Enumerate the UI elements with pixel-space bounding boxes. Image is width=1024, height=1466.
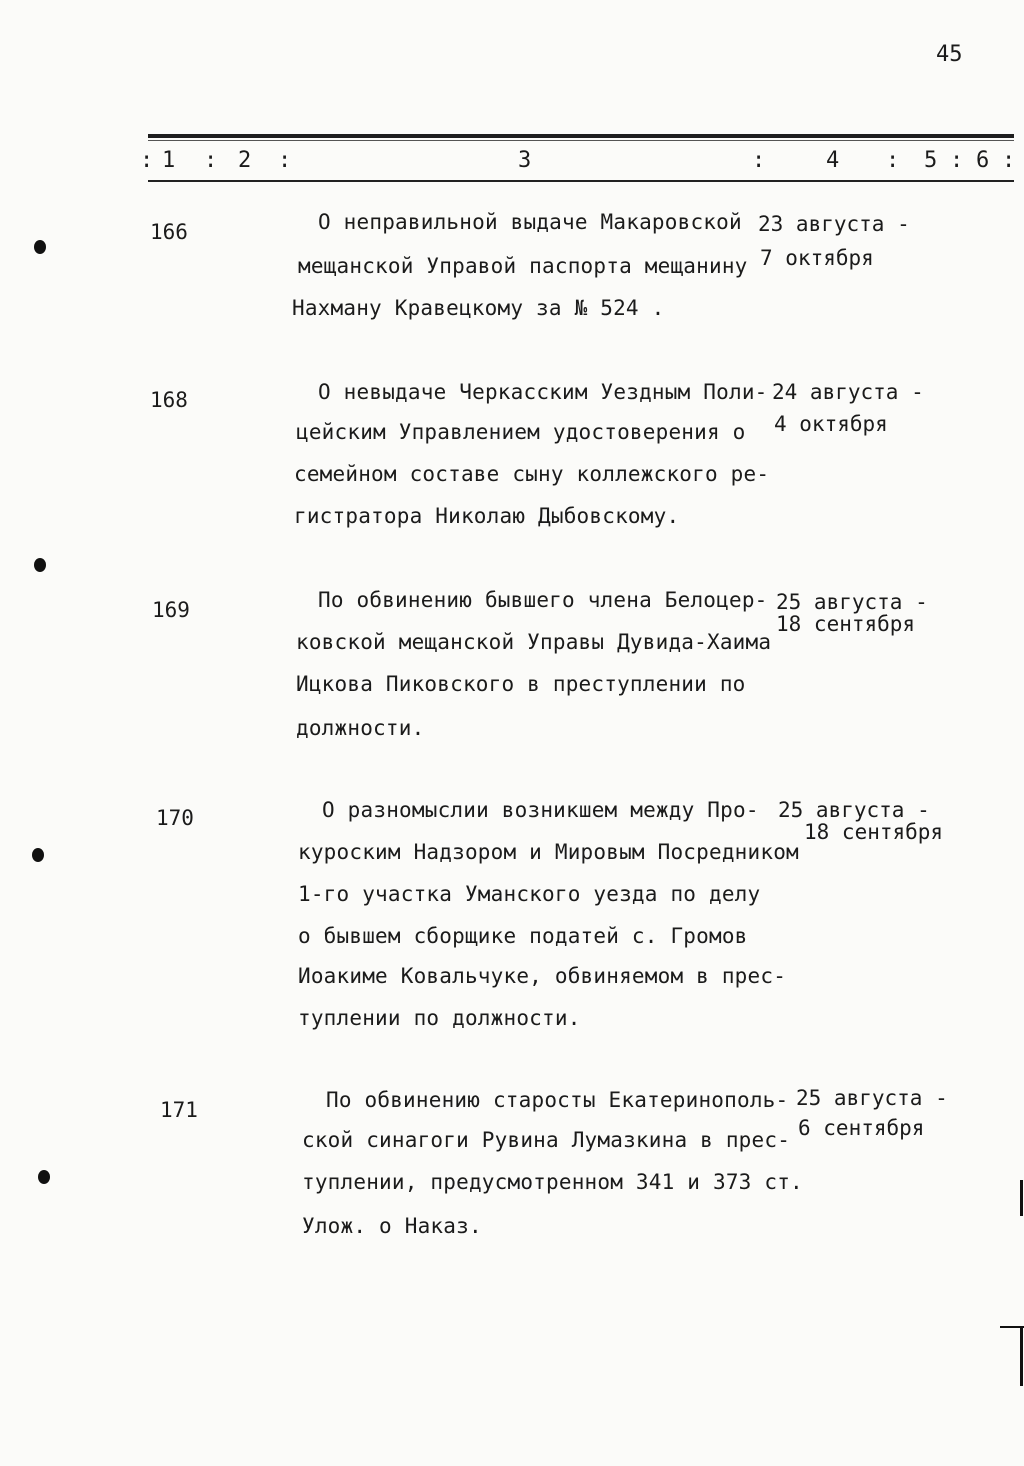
header-separator: : xyxy=(278,148,292,173)
header-col-2: 2 xyxy=(238,148,252,173)
table-header-rule-top xyxy=(148,134,1014,138)
entry-number: 169 xyxy=(152,598,190,622)
entry-date-start: 25 августа - xyxy=(778,798,930,822)
header-col-4: 4 xyxy=(826,148,840,173)
entry-date-start: 24 августа - xyxy=(772,380,924,404)
entry-text-line: гистратора Николаю Дыбовскому. xyxy=(294,504,680,528)
entry-text-line: Нахману Кравецкому за № 524 . xyxy=(292,296,665,320)
entry-date-start: 25 августа - xyxy=(796,1086,948,1110)
entry-text-line: куроским Надзором и Мировым Посредником xyxy=(298,840,799,864)
entry-text-line: туплении, предусмотренном 341 и 373 ст. xyxy=(302,1170,803,1194)
header-col-1: 1 xyxy=(162,148,176,173)
entry-text-line: ковской мещанской Управы Дувида-Хаима xyxy=(296,630,772,654)
entry-number: 171 xyxy=(160,1098,198,1122)
header-col-3: 3 xyxy=(518,148,532,173)
entry-date-end: 6 сентября xyxy=(798,1116,925,1140)
entry-text-line: о бывшем сборщике податей с. Громов xyxy=(298,924,748,948)
page-number: 45 xyxy=(936,42,963,67)
header-separator: : xyxy=(204,148,218,173)
entry-text-line: Улож. о Наказ. xyxy=(302,1214,482,1238)
punch-hole-mark xyxy=(38,1170,50,1184)
edge-scan-mark xyxy=(1020,1326,1023,1386)
entry-text-line: О невыдаче Черкасским Уездным Поли- xyxy=(318,380,768,404)
punch-hole-mark xyxy=(32,848,44,862)
header-separator: : xyxy=(950,148,964,173)
entry-text-line: должности. xyxy=(296,716,425,740)
entry-text-line: туплении по должности. xyxy=(298,1006,581,1030)
header-col-5: 5 xyxy=(924,148,938,173)
entry-text-line: Ицкова Пиковского в преступлении по xyxy=(296,672,746,696)
entry-date-start: 25 августа - xyxy=(776,590,928,614)
entry-text-line: 1-го участка Уманского уезда по делу xyxy=(298,882,761,906)
entry-text-line: Иоакиме Ковальчуке, обвиняемом в прес- xyxy=(298,964,787,988)
entry-text-line: О неправильной выдаче Макаровской xyxy=(318,210,742,234)
header-separator: : xyxy=(140,148,154,173)
entry-text-line: семейном составе сыну коллежского ре- xyxy=(294,462,770,486)
entry-date-end: 7 октября xyxy=(760,246,874,270)
entry-number: 170 xyxy=(156,806,194,830)
entry-text-line: По обвинению старосты Екатеринополь- xyxy=(326,1088,789,1112)
table-header-rule-bottom xyxy=(148,180,1014,182)
header-separator: : xyxy=(752,148,766,173)
entry-text-line: ской синагоги Рувина Лумазкина в прес- xyxy=(302,1128,791,1152)
header-separator: : xyxy=(886,148,900,173)
table-header-rule-top-thin xyxy=(148,140,1014,141)
header-col-6: 6 xyxy=(976,148,990,173)
entry-date-end: 4 октября xyxy=(774,412,888,436)
entry-number: 168 xyxy=(150,388,188,412)
entry-date-start: 23 августа - xyxy=(758,212,910,236)
entry-date-end: 18 сентября xyxy=(776,612,916,636)
entry-date-end: 18 сентября xyxy=(804,820,944,844)
entry-text-line: мещанской Управой паспорта мещанину xyxy=(298,254,748,278)
entry-text-line: По обвинению бывшего члена Белоцер- xyxy=(318,588,768,612)
entry-text-line: О разномыслии возникшем между Про- xyxy=(322,798,759,822)
edge-scan-mark xyxy=(1020,1180,1023,1216)
punch-hole-mark xyxy=(34,558,46,572)
entry-number: 166 xyxy=(150,220,188,244)
punch-hole-mark xyxy=(34,240,46,254)
header-separator: : xyxy=(1002,148,1016,173)
entry-text-line: цейским Управлением удостоверения о xyxy=(296,420,746,444)
